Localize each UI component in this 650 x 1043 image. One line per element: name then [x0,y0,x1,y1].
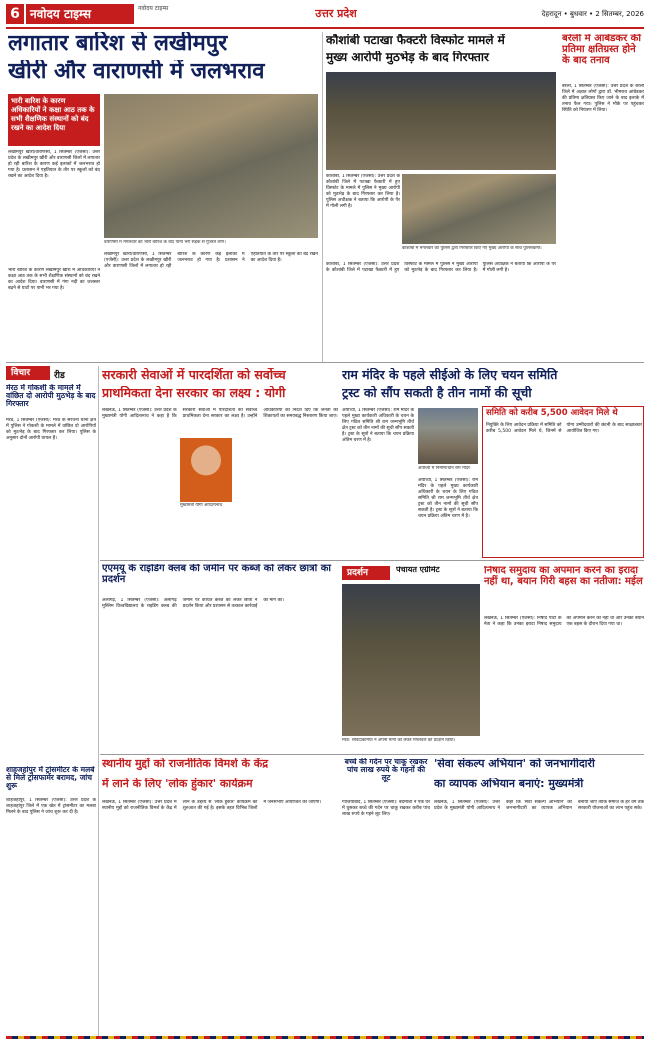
ram-body-1: अयोध्या, 1 सितम्बर (एजेंसी): राम मंदिर के पहले मुख्य कार्यकारी अधिकारी के चयन के लिए गठित समिति श्री राम जन्मभूमि तीर्थ क्षेत्र ट्रस्ट को तीन नामों की सूची सौंप सकती है। ट्रस्ट के सूत्रों ने बताया कि चयन प्रक्रिया अंतिम चरण में है। [342,408,414,443]
kaushambi-photo-2 [402,174,556,244]
yogi-portrait [180,438,232,502]
seva-body: लखनऊ, 1 सितम्बर (एजेंसी): उत्तर प्रदेश के मुख्यमंत्री योगी आदित्यनाथ ने कहा कि 'सेवा संकल्प अभियान' को जनभागीदारी का व्यापक अभियान बनाया जाए ताकि समाज के हर वर्ग तक सरकारी योजनाओं का लाभ पहुंच सके। [434,800,644,811]
kaushambi-photo-caption: कौशांबी में मंगलवार को पुलिस द्वारा गिरफ्तार किए गए मुख्य आरोपी के साथ पुलिसकर्मी। [402,246,542,251]
lead-photo-caption: वाराणसी में मंगलवार को भारी बारिश के बाद पानी भरी सड़क से गुजरते लोग। [104,240,226,245]
child-headline: बच्चे की गर्दन पर चाकू रखकर पांच लाख रुपये के गहनों की लूट [344,758,428,783]
section-rule-3 [100,754,644,755]
brand-sub: नवोदय टाइम्स [138,5,169,12]
ram-photo-caption: अयोध्या में निर्माणाधीन राम मंदिर [418,466,470,471]
pradarshan-caption: मेरठ: संविदाकर्मियों ने अपनी मांगों को लेकर मंगलवार को प्रदर्शन किया। [342,738,456,743]
lead-body-2: भारी बारिश के कारण लखीमपुर खीरी में अधिकारियों ने कक्षा आठ तक के सभी शैक्षणिक संस्थानों को बंद रखने का आदेश दिया। वाराणसी में गंगा नदी का जलस्तर बढ़ने से घाटों पर पानी भर गया है। [8,268,100,291]
nishad-headline: निषाद समुदाय का अपमान करने का इरादा नहीं था, बयान गिरी बहस का नतीजा: मईल [484,566,643,587]
dateline: देहरादून • बुधवार • 2 सितम्बर, 2026 [541,10,644,18]
pradarshan-label: प्रदर्शन [342,566,390,580]
yogi-headline-2: प्राथमिकता देना सरकार का लक्ष्य : योगी [102,386,286,400]
kaushambi-body-1: कौशांबी, 1 सितम्बर (एजेंसी): उत्तर प्रदेश के कौशांबी जिले में पटाखा फैक्टरी में हुए विस्फोट के मामले में पुलिस ने मुख्य आरोपी को मुठभेड़ के बाद गिरफ्तार कर लिया है। पुलिस अधीक्षक ने बताया कि आरोपी के पैर में गोली लगी है। [326,174,400,209]
vichar-sub: रीड [54,371,65,380]
local-body: लखनऊ, 1 सितम्बर (एजेंसी): उत्तर प्रदेश में स्थानीय मुद्दों को राजनीतिक विमर्श के केंद्र में लाने के उद्देश्य से 'लोक हुंकार' कार्यक्रम की शुरुआत की गई है। इसके तहत विभिन्न जिलों में जनसभाएं आयोजित की जाएंगी। [102,800,322,811]
kaushambi-headline-1: कौशांबी पटाखा फैक्टरी विस्फोट मामले में [326,34,505,47]
newspaper-brand: नवोदय टाइम्स [26,4,134,24]
kaushambi-headline-2: मुख्य आरोपी मुठभेड़ के बाद गिरफ्तार [326,51,489,64]
vichar-label: विचार [6,366,50,380]
section-rule-2 [100,560,644,561]
local-headline-1: स्थानीय मुद्दों को राजनीतिक विमर्श के केंद्र [102,758,269,770]
section-title: उत्तर प्रदेश [315,7,357,20]
samiti-headline: समिति को करीब 5,500 आवेदन मिले थे [486,408,618,418]
nishad-body: लखनऊ, 1 सितम्बर (एजेंसी): निषाद पार्टी के नेता ने कहा कि उनका इरादा निषाद समुदाय का अपमान करने का नहीं था और उनका बयान एक बहस के दौरान दिया गया था। [484,616,644,627]
yogi-photo-caption: मुख्यमंत्री योगी आदित्यनाथ [180,503,223,508]
vichar-headline: मेरठ में गोकशी के मामले में वांछित दो आरोपी मुठभेड़ के बाद गिरफ्तार [6,384,96,409]
pradarshan-photo [342,584,480,736]
lead-body-3: लखीमपुर खीरी/वाराणसी, 1 सितम्बर (एजेंसी): उत्तर प्रदेश के लखीमपुर खीरी और वाराणसी जिलों में लगातार हो रही बारिश के कारण कई इलाकों में जलभराव हो गया है। प्रशासन ने एहतियात के तौर पर स्कूलों को बंद रखने का आदेश दिया है। [104,252,318,269]
seva-headline-2: का व्यापक अभियान बनाएं: मुख्यमंत्री [434,778,584,790]
bareilly-headline: बरेली में आंबेडकर की प्रतिमा क्षतिग्रस्त होने के बाद तनाव [562,34,641,66]
lead-summary-box: भारी बारिश के कारण अधिकारियों ने कक्षा आठ तक के सभी शैक्षणिक संस्थानों को बंद रखने का आदेश दिया [8,94,100,146]
bareilly-body: बरेली, 1 सितम्बर (एजेंसी): उत्तर प्रदेश के बरेली जिले में अज्ञात लोगों द्वारा डॉ. भीमराव आंबेडकर की प्रतिमा क्षतिग्रस्त किए जाने के बाद इलाके में तनाव फैल गया। पुलिस ने मौके पर पहुंचकर स्थिति को नियंत्रण में लिया। [562,84,644,113]
lead-headline-2: खीरी और वाराणसी में जलभराव [8,60,265,84]
ryder-headline: एएमयू के राइडिंग क्लब की जमीन पर कब्जे को लेकर छात्रों का प्रदर्शन [102,564,331,585]
lead-headline-1: लगातार बारिश से लखीमपुर [8,32,228,56]
vichar-body-2: शाहजहांपुर, 1 सितम्बर (एजेंसी): उत्तर प्रदेश के शाहजहांपुर जिले में एक खेत में ट्रांसमीटर का मलबा मिलने के बाद पुलिस ने जांच शुरू कर दी है। [6,798,96,815]
section-rule [6,362,644,363]
pradarshan-headline: पंचायत एग्रीमेंट [396,566,440,574]
samiti-box [482,406,644,558]
seva-headline-1: 'सेवा संकल्प अभियान' को जनभागीदारी [434,758,595,770]
samiti-body: नियुक्ति के लिए आवेदन प्रक्रिया में समिति को करीब 5,500 आवेदन मिले थे, जिनमें से योग्य उम्मीदवारों की छंटनी के बाद साक्षात्कार आयोजित किए गए। [486,423,642,434]
local-headline-2: में लाने के लिए 'लोक हुंकार' कार्यक्रम [102,778,253,790]
yogi-headline-1: सरकारी सेवाओं में पारदर्शिता को सर्वोच्च [102,368,286,382]
lead-photo [104,94,318,238]
ryder-body: अलीगढ़, 1 सितम्बर (एजेंसी): अलीगढ़ मुस्लिम विश्वविद्यालय के राइडिंग क्लब की जमीन पर कथित कब्जे को लेकर छात्रों ने प्रदर्शन किया और प्रशासन से तत्काल कार्रवाई की मांग की। [102,598,284,609]
column-divider [322,32,323,362]
ram-headline-1: राम मंदिर के पहले सीईओ के लिए चयन समिति [342,368,558,382]
yogi-body: लखनऊ, 1 सितम्बर (एजेंसी): उत्तर प्रदेश के मुख्यमंत्री योगी आदित्यनाथ ने कहा है कि सरकारी सेवाओं में पारदर्शिता को सर्वोच्च प्राथमिकता देना सरकार का लक्ष्य है। उन्होंने अधिकारियों को निर्देश दिए कि जनता की शिकायतों का समयबद्ध निस्तारण किया जाए। [102,408,338,419]
kaushambi-photo [326,72,556,170]
child-body: गाजियाबाद, 1 सितम्बर (एजेंसी): बदमाशों ने एक घर में घुसकर बच्चे की गर्दन पर चाकू रखकर करीब पांच लाख रुपये के गहने लूट लिए। [342,800,430,817]
ram-photo [418,408,478,464]
vichar-headline-2: शाहजहांपुर में ट्रांसमीटर के मलबे से मिले ट्रांसफार्मर बरामद, जांच शुरू [6,766,95,791]
lead-body-1: लखीमपुर खीरी/वाराणसी, 1 सितम्बर (एजेंसी): उत्तर प्रदेश के लखीमपुर खीरी और वाराणसी जिलों में लगातार हो रही बारिश के कारण कई इलाकों में जलभराव हो गया है। प्रशासन ने एहतियात के तौर पर स्कूलों को बंद रखने का आदेश दिया है। [8,150,100,179]
footer-color-strip [6,1036,644,1039]
kaushambi-body-2: कौशांबी, 1 सितम्बर (एजेंसी): उत्तर प्रदेश के कौशांबी जिले में पटाखा फैक्टरी में हुए विस्फोट के मामले में पुलिस ने मुख्य आरोपी को मुठभेड़ के बाद गिरफ्तार कर लिया है। पुलिस अधीक्षक ने बताया कि आरोपी के पैर में गोली लगी है। [326,262,556,273]
vichar-body: मेरठ, 1 सितम्बर (एजेंसी): मेरठ के सरधना थाना क्षेत्र में पुलिस ने गोकशी के मामले में वांछित दो आरोपियों को मुठभेड़ के बाद गिरफ्तार कर लिया। पुलिस के अनुसार दोनों आरोपी घायल हैं। [6,418,96,441]
column-divider-2 [98,366,99,1036]
page-number: 6 [6,4,24,24]
masthead-rule [6,27,644,29]
ram-headline-2: ट्रस्ट को सौंप सकती है तीन नामों की सूची [342,386,532,400]
ram-body-2: अयोध्या, 1 सितम्बर (एजेंसी): राम मंदिर के पहले मुख्य कार्यकारी अधिकारी के चयन के लिए गठित समिति श्री राम जन्मभूमि तीर्थ क्षेत्र ट्रस्ट को तीन नामों की सूची सौंप सकती है। ट्रस्ट के सूत्रों ने बताया कि चयन प्रक्रिया अंतिम चरण में है। [418,478,478,519]
